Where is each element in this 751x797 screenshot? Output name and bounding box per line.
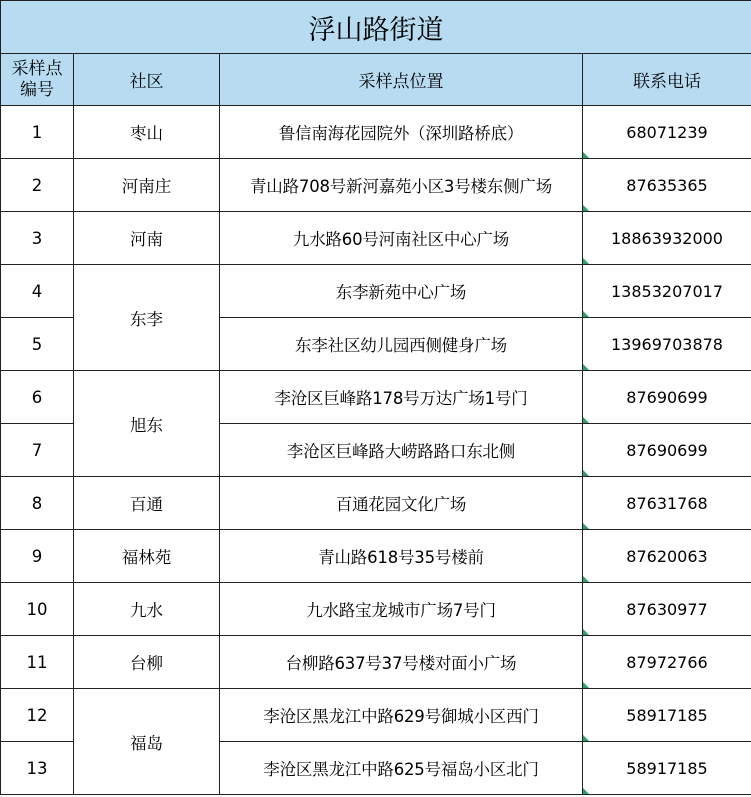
cell-marker-icon	[583, 205, 589, 211]
table-row	[1, 583, 751, 636]
cell-location: 九水路60号河南社区中心广场	[220, 212, 583, 265]
phone-text: 87620063	[626, 546, 708, 566]
cell-marker-icon	[583, 735, 589, 741]
cell-phone	[583, 530, 751, 583]
cell-phone	[583, 106, 751, 159]
cell-marker-icon	[583, 470, 589, 476]
cell-marker-icon	[583, 258, 589, 264]
cell-marker-icon	[583, 152, 589, 158]
cell-community: 枣山	[74, 106, 220, 159]
cell-community: 福岛	[74, 689, 220, 795]
cell-marker-icon	[583, 311, 589, 317]
cell-no: 12	[1, 689, 74, 742]
header-location: 采样点位置	[220, 54, 583, 106]
cell-no: 11	[1, 636, 74, 689]
cell-community: 九水	[74, 583, 220, 636]
phone-text: 18863932000	[611, 228, 723, 248]
cell-location: 青山路618号35号楼前	[220, 530, 583, 583]
cell-marker-icon	[583, 364, 589, 370]
cell-location: 李沧区黑龙江中路629号御城小区西门	[220, 689, 583, 742]
phone-text: 87972766	[626, 652, 708, 672]
cell-no: 2	[1, 159, 74, 212]
phone-text: 87690699	[626, 387, 708, 407]
table-title: 浮山路街道	[1, 1, 751, 54]
phone-text: 87630977	[626, 599, 708, 619]
cell-phone	[583, 265, 751, 318]
table-row	[1, 689, 751, 742]
table-row	[1, 371, 751, 424]
cell-marker-icon	[583, 523, 589, 529]
phone-text: 58917185	[626, 705, 708, 725]
cell-phone	[583, 742, 751, 795]
cell-marker-icon	[583, 629, 589, 635]
cell-phone	[583, 477, 751, 530]
cell-location: 鲁信南海花园院外（深圳路桥底）	[220, 106, 583, 159]
cell-phone	[583, 159, 751, 212]
table-row	[1, 106, 751, 159]
cell-location: 李沧区黑龙江中路625号福岛小区北门	[220, 742, 583, 795]
table-row	[1, 265, 751, 318]
title-row	[1, 1, 751, 54]
cell-no: 10	[1, 583, 74, 636]
cell-marker-icon	[583, 682, 589, 688]
phone-text: 87690699	[626, 440, 708, 460]
cell-phone	[583, 212, 751, 265]
phone-text: 87631768	[626, 493, 708, 513]
cell-no: 3	[1, 212, 74, 265]
cell-no: 6	[1, 371, 74, 424]
phone-text: 13969703878	[611, 334, 723, 354]
cell-location: 李沧区巨峰路大崂路路口东北侧	[220, 424, 583, 477]
cell-no: 4	[1, 265, 74, 318]
phone-text: 68071239	[626, 122, 708, 142]
table-row	[1, 530, 751, 583]
cell-community: 百通	[74, 477, 220, 530]
table-row	[1, 212, 751, 265]
cell-location: 九水路宝龙城市广场7号门	[220, 583, 583, 636]
cell-phone	[583, 318, 751, 371]
phone-text: 13853207017	[611, 281, 723, 301]
cell-community: 福林苑	[74, 530, 220, 583]
table-row	[1, 159, 751, 212]
cell-phone	[583, 424, 751, 477]
cell-location: 台柳路637号37号楼对面小广场	[220, 636, 583, 689]
header-row	[1, 54, 751, 106]
table-row	[1, 477, 751, 530]
cell-location: 李沧区巨峰路178号万达广场1号门	[220, 371, 583, 424]
cell-community: 河南	[74, 212, 220, 265]
cell-location: 青山路708号新河嘉苑小区3号楼东侧广场	[220, 159, 583, 212]
header-phone: 联系电话	[583, 54, 751, 106]
cell-marker-icon	[583, 788, 589, 794]
cell-phone	[583, 689, 751, 742]
cell-no: 7	[1, 424, 74, 477]
cell-no: 1	[1, 106, 74, 159]
cell-no: 13	[1, 742, 74, 795]
cell-community: 东李	[74, 265, 220, 371]
table-row	[1, 636, 751, 689]
cell-community: 河南庄	[74, 159, 220, 212]
phone-text: 58917185	[626, 758, 708, 778]
cell-marker-icon	[583, 417, 589, 423]
cell-phone	[583, 371, 751, 424]
cell-marker-icon	[583, 576, 589, 582]
cell-no: 8	[1, 477, 74, 530]
cell-location: 百通花园文化广场	[220, 477, 583, 530]
cell-no: 5	[1, 318, 74, 371]
header-community: 社区	[74, 54, 220, 106]
cell-phone	[583, 636, 751, 689]
phone-text: 87635365	[626, 175, 708, 195]
cell-location: 东李新苑中心广场	[220, 265, 583, 318]
cell-location: 东李社区幼儿园西侧健身广场	[220, 318, 583, 371]
header-no: 采样点 编号	[1, 54, 74, 106]
cell-community: 台柳	[74, 636, 220, 689]
cell-community: 旭东	[74, 371, 220, 477]
cell-phone	[583, 583, 751, 636]
cell-no: 9	[1, 530, 74, 583]
